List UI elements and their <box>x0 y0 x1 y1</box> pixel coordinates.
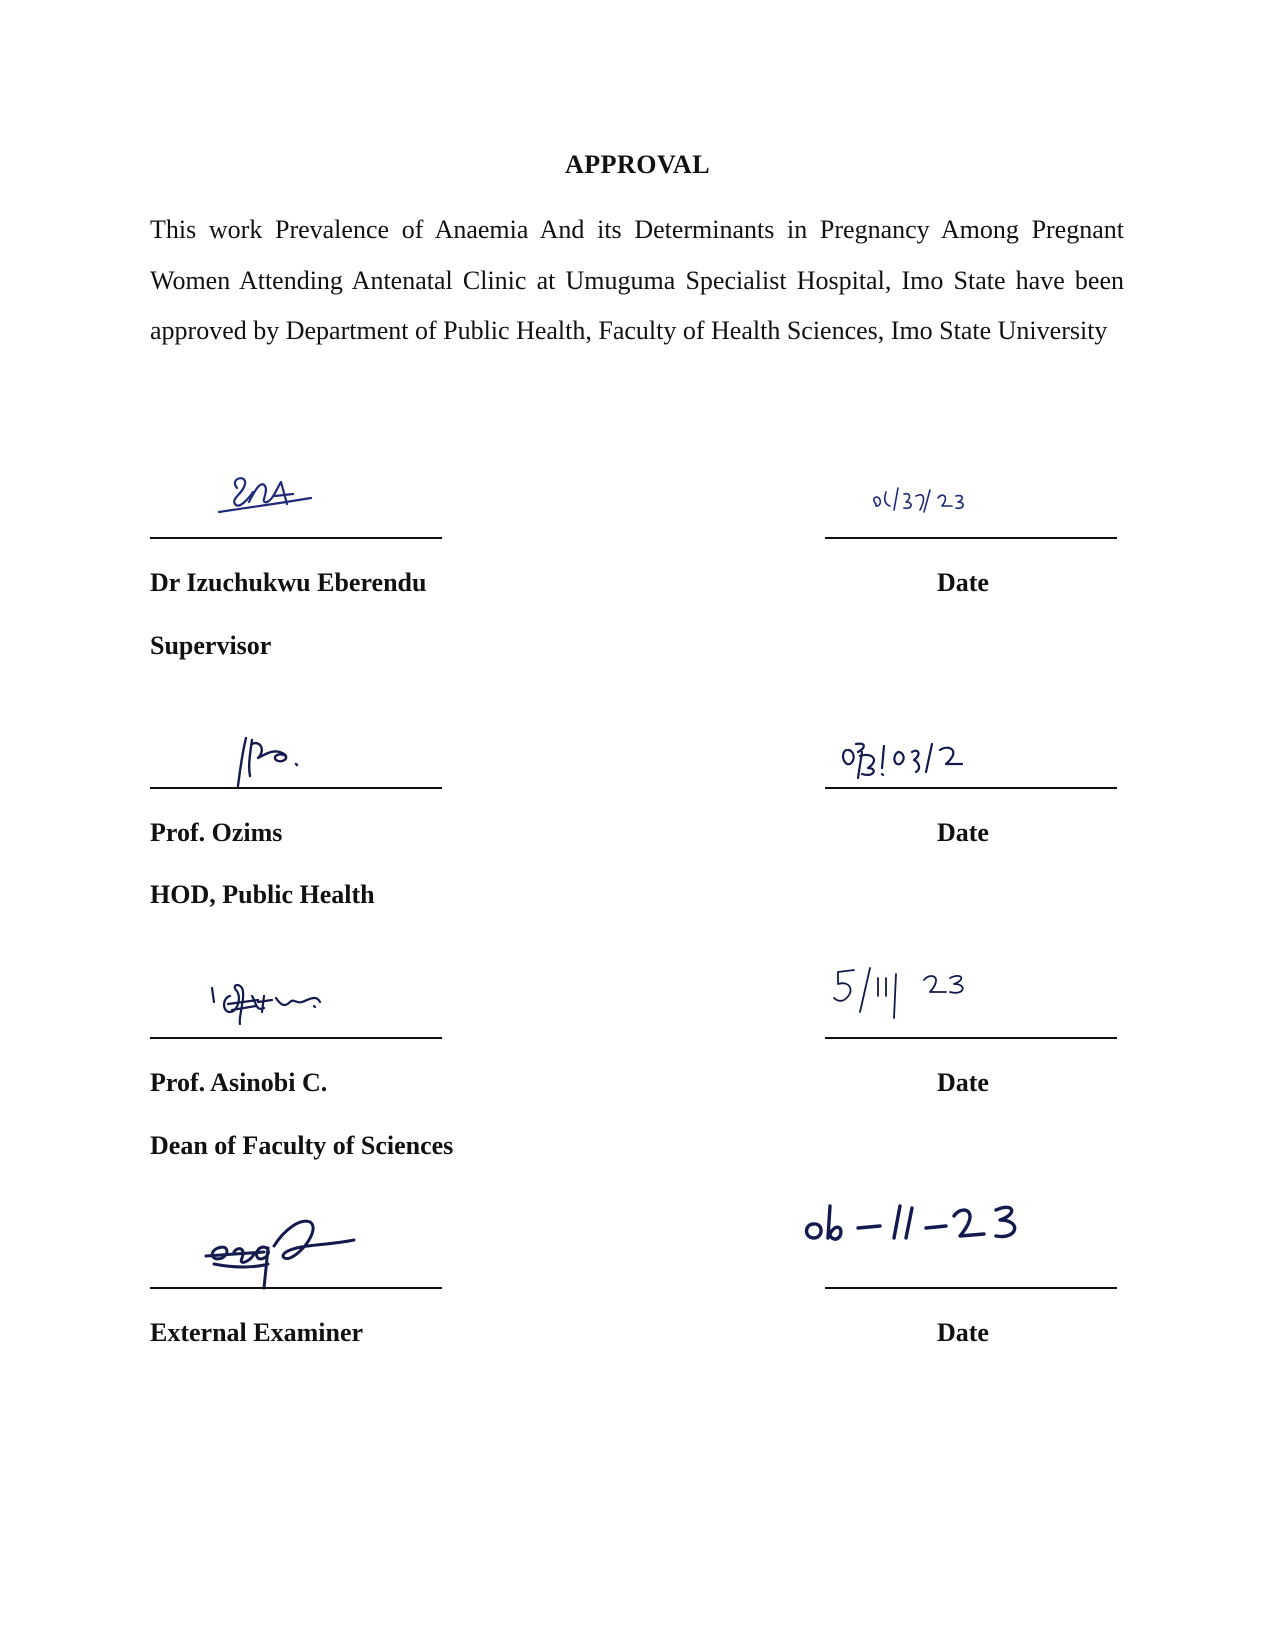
hod-signature-line <box>150 787 442 789</box>
supervisor-handwritten-date <box>868 484 1018 520</box>
hod-name: Prof. Ozims <box>150 818 283 847</box>
supervisor-role: Supervisor <box>150 631 272 660</box>
supervisor-date-line <box>825 537 1117 539</box>
external-examiner-handwritten-date <box>800 1198 1040 1248</box>
dean-date-line <box>825 1037 1117 1039</box>
supervisor-signature <box>215 468 325 518</box>
dean-signature-line <box>150 1037 442 1039</box>
dean-signature <box>208 978 328 1030</box>
dean-handwritten-date <box>830 962 1000 1020</box>
external-examiner-signature-line <box>150 1287 442 1289</box>
hod-handwritten-date <box>838 738 1018 784</box>
supervisor-date-label: Date <box>937 568 989 597</box>
page-title: APPROVAL <box>564 150 711 179</box>
supervisor-signature-line <box>150 537 442 539</box>
external-examiner-signature <box>204 1208 374 1292</box>
hod-date-line <box>825 787 1117 789</box>
hod-signature <box>230 730 320 790</box>
external-examiner-date-line <box>825 1287 1117 1289</box>
dean-role: Dean of Faculty of Sciences <box>150 1131 454 1160</box>
external-examiner-date-label: Date <box>937 1318 989 1347</box>
approval-statement: This work Prevalence of Anaemia And its Determinants in Pregnancy Among Pregnant Women Attending Antenatal Clinic at Umuguma Specialist Hospital, Imo State have been approved by Department of Public Health, Faculty of Health Sciences, Imo State University <box>150 215 1124 345</box>
external-examiner-name: External Examiner <box>150 1318 364 1347</box>
supervisor-name: Dr Izuchukwu Eberendu <box>150 568 427 597</box>
dean-date-label: Date <box>937 1068 989 1097</box>
dean-name: Prof. Asinobi C. <box>150 1068 328 1097</box>
hod-role: HOD, Public Health <box>150 880 375 909</box>
hod-date-label: Date <box>937 818 989 847</box>
